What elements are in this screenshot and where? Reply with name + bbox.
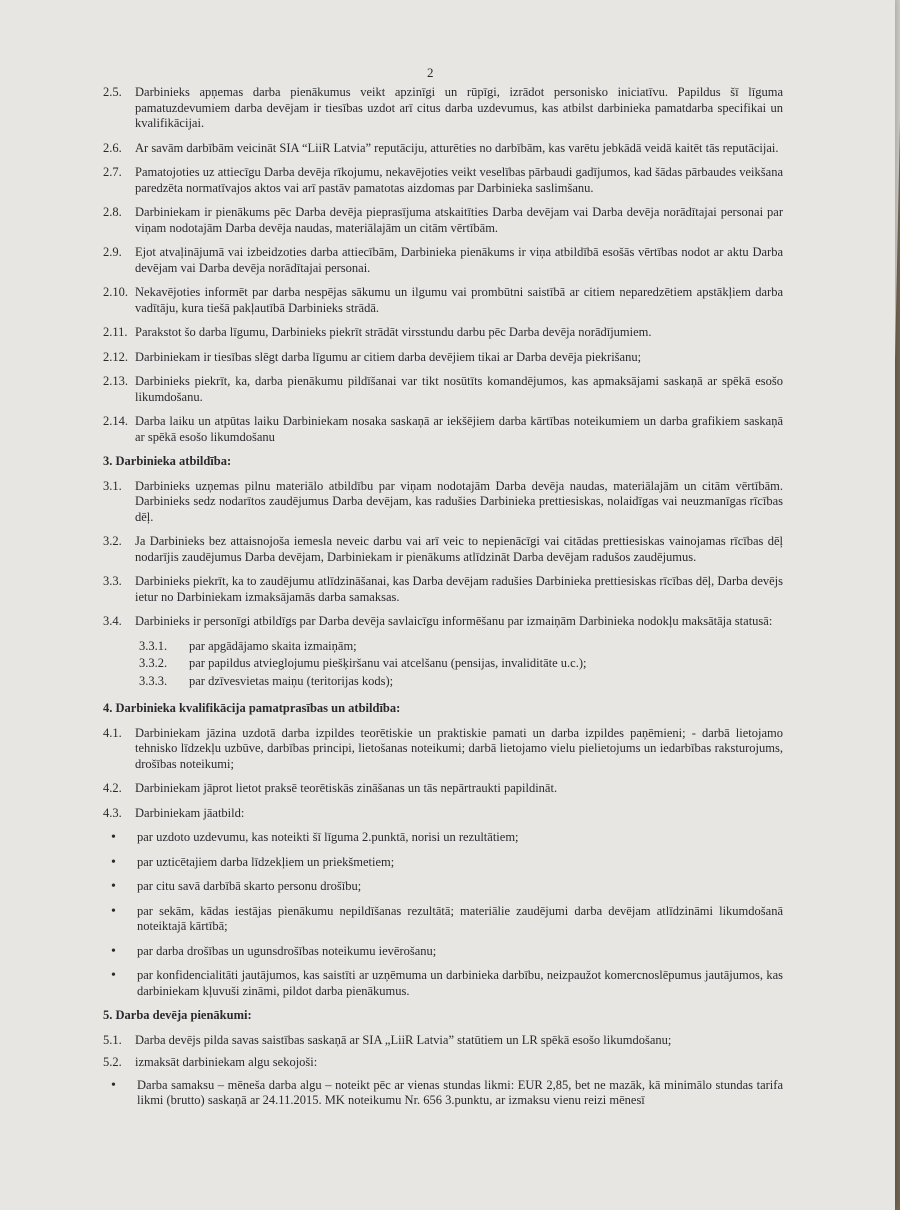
list-item <box>103 806 783 822</box>
list-item <box>103 1055 783 1071</box>
list-item <box>103 350 783 366</box>
page-number: 2 <box>427 65 434 80</box>
item-text: Darbinieks piekrīt, ka to zaudējumu atlīdzināšanai, kas Darba devējam radušies Darbinieka prettiesiskas rīcības dēļ, Darba devējs ietur no Darbiniekam izmaksājamās darba samaksas. <box>135 574 783 604</box>
list-item <box>111 968 783 999</box>
list-item <box>103 285 783 316</box>
item-text: Darbiniekam jāprot lietot praksē teorētiskās zināšanas un tās nepārtraukti papildināt. <box>135 781 558 795</box>
item-text: par darba drošības un ugunsdrošības noteikumu ievērošanu; <box>137 943 437 958</box>
item-text: par sekām, kādas iestājas pienākumu nepildīšanas rezultātā; materiālie zaudējumi darba devējam atlīdzināmi likumdošanā noteiktajā kārtībā; <box>137 903 783 933</box>
item-text: par dzīvesvietas maiņu (teritorijas kods); <box>189 673 394 688</box>
item-text: par konfidencialitāti jautājumos, kas saistīti ar uzņēmuma un darbinieka darbību, neizpaužot komercnoslēpumus jautājumos, kas darbiniekam kļuvuši zināmi, pildot darba pienākumus. <box>137 968 783 998</box>
section-2-list <box>103 85 783 445</box>
list-item <box>103 414 783 445</box>
item-text: Darba samaksu – mēneša darba algu – noteikt pēc ar vienas stundas likmi: EUR 2,85, bet ne mazāk, kā minimālo stundas tarifa likmi (brutto) saskaņā ar 24.11.2015. MK noteikumu Nr. 656 3.punktu, ar izmaksu vienu reizi mēnesī <box>137 1077 783 1107</box>
item-number: 2.7. <box>103 165 122 179</box>
item-number: 2.14. <box>103 414 128 428</box>
section-3-heading: 3. Darbinieka atbildība: <box>103 454 232 468</box>
item-text: Ejot atvaļinājumā vai izbeidzoties darba attiecībām, Darbinieka pienākums ir viņa atbildībā esošās vērtības nodot ar aktu Darba devējam vai Darba devēja norādītajai personai. <box>135 245 783 275</box>
item-number: 2.5. <box>103 85 122 99</box>
bullet-icon: • <box>111 903 116 919</box>
section-4-heading: 4. Darbinieka kvalifikācija pamatprasības un atbildība: <box>103 701 401 715</box>
bullet-icon: • <box>111 854 116 870</box>
list-item <box>103 534 783 565</box>
item-text: Parakstot šo darba līgumu, Darbinieks piekrīt strādāt virsstundu darbu pēc Darba devēja norādījumiem. <box>135 325 652 339</box>
item-text: Darbiniekam ir tiesības slēgt darba līgumu ar citiem darba devējiem tikai ar Darba devēja piekrišanu; <box>135 349 642 364</box>
document-body <box>103 85 783 1121</box>
item-number: 5.1. <box>103 1032 122 1047</box>
item-number: 4.1. <box>103 725 122 740</box>
section-5-list <box>103 1033 783 1071</box>
list-item <box>111 1078 783 1112</box>
item-number: 3.3.1. <box>139 638 168 653</box>
list-item <box>103 479 783 526</box>
bullet-icon: • <box>111 1077 116 1093</box>
section-3-sublist <box>103 639 783 690</box>
item-text: Darbiniekam jāzina uzdotā darba izpildes teorētiskie un praktiskie pamati un darba izpildes paņēmieni; - darbā lietojamo tehnisko līdzekļu uzbūve, darbības principi, lietošanas noteikumi; darbā lietojamo vielu pielietojums un iedarbības raksturojums, drošības noteikumi; <box>135 725 783 771</box>
section-4-list <box>103 726 783 822</box>
item-number: 3.3. <box>103 574 122 588</box>
item-number: 2.13. <box>103 374 128 388</box>
item-number: 4.2. <box>103 781 122 795</box>
item-number: 2.10. <box>103 285 128 299</box>
item-text: izmaksāt darbiniekam algu sekojoši: <box>135 1055 318 1069</box>
section-3-list <box>103 479 783 630</box>
list-item <box>103 614 783 630</box>
list-item <box>139 674 783 690</box>
item-text: Darbinieks apņemas darba pienākumus veikt apzinīgi un rūpīgi, izrādot personisko iniciatīvu. Papildus šī līguma pamatuzdevumiem darba devējam ir tiesības uzdot arī citus darba uzdevumus, kas atbilst darbinieka pamatdarba specifikai un kvalifikācijai. <box>135 85 783 130</box>
item-number: 5.2. <box>103 1055 122 1069</box>
item-text: Darba devējs pilda savas saistības saskaņā ar SIA „LiiR Latvia” statūtiem un LR spēkā esošo likumdošanu; <box>135 1032 672 1047</box>
item-text: Pamatojoties uz attiecīgu Darba devēja rīkojumu, nekavējoties veikt veselības pārbaudi gadījumos, kad šādas pārbaudes veikšana paredzēta normatīvajos aktos vai arī pastāv pamatotas aizdomas par Darbinieka saslimšanu. <box>135 165 783 195</box>
list-item <box>103 574 783 605</box>
item-number: 3.1. <box>103 478 122 493</box>
item-text: Darbiniekam jāatbild: <box>135 805 245 820</box>
item-number: 3.3.3. <box>139 673 168 688</box>
item-text: Ja Darbinieks bez attaisnojoša iemesla neveic darbu vai arī veic to nepienācīgi vai citādas prettiesiskas vainojamas rīcības dēļ nodarījis zaudējumus Darba devējam, Darbiniekam ir pienākums atlīdzināt Darba devējam radušos zaudējumus. <box>135 534 783 564</box>
list-item <box>111 879 783 895</box>
list-item <box>103 85 783 132</box>
item-number: 3.4. <box>103 614 122 628</box>
list-item <box>111 944 783 960</box>
item-number: 3.2. <box>103 534 122 548</box>
bullet-icon: • <box>111 879 116 894</box>
item-number: 3.3.2. <box>139 656 168 670</box>
list-item <box>111 855 783 871</box>
item-text: Darba laiku un atpūtas laiku Darbiniekam nosaka saskaņā ar iekšējiem darba kārtības noteikumiem un darba grafikiem saskaņā ar spēkā esošo likumdošanu <box>135 414 783 444</box>
item-number: 4.3. <box>103 805 122 820</box>
item-number: 2.6. <box>103 140 122 155</box>
section-5-heading: 5. Darba devēja pienākumi: <box>103 1008 252 1022</box>
list-item <box>139 639 783 655</box>
item-text: par papildus atvieglojumu piešķiršanu vai atcelšanu (pensijas, invaliditāte u.c.); <box>189 656 587 670</box>
list-item <box>103 726 783 773</box>
section-4-bullets <box>103 830 783 999</box>
list-item <box>103 141 783 157</box>
item-text: par uzdoto uzdevumu, kas noteikti šī līguma 2.punktā, norisi un rezultātiem; <box>137 830 519 844</box>
item-text: Darbinieks uzņemas pilnu materiālo atbildību par viņam nodotajām Darba devēja naudas, materiālajām un citām vērtībām. Darbinieks sedz nodarītos zaudējumus Darba devējam, kas radušies Darbinieka prettiesiskas, nolaidīgas vai neuzmanīgas rīcības dēļ. <box>135 478 783 524</box>
list-item <box>103 781 783 797</box>
bullet-icon: • <box>111 968 116 983</box>
item-number: 2.8. <box>103 205 122 219</box>
item-text: par apgādājamo skaita izmaiņām; <box>189 638 357 653</box>
list-item <box>103 374 783 405</box>
bullet-icon: • <box>111 830 116 845</box>
item-text: Nekavējoties informēt par darba nespējas sākumu un ilgumu vai prombūtni saistībā ar citiem neparedzētiem apstākļiem darba vadītāju, kura tiešā pakļautībā Darbinieks strādā. <box>135 285 783 315</box>
list-item <box>103 205 783 236</box>
list-item <box>103 1033 783 1049</box>
list-item <box>111 904 783 935</box>
item-text: par citu savā darbībā skarto personu drošību; <box>137 879 362 893</box>
list-item <box>103 165 783 196</box>
list-item <box>111 830 783 846</box>
list-item <box>103 325 783 341</box>
list-item <box>103 245 783 276</box>
item-number: 2.12. <box>103 349 128 364</box>
item-text: Darbinieks ir personīgi atbildīgs par Darba devēja savlaicīgu informēšanu par izmaiņām Darbinieka nodokļu maksātāja statusā: <box>135 614 773 628</box>
list-item <box>139 656 783 672</box>
item-text: Darbiniekam ir pienākums pēc Darba devēja pieprasījuma atskaitīties Darba devējam vai Darba devēja norādītajai personai par viņam nodotajām Darba devēja naudas, materiālajām un citām vērtībām. <box>135 205 783 235</box>
item-text: Ar savām darbībām veicināt SIA “LiiR Latvia” reputāciju, atturēties no darbībām, kas varētu jebkādā veidā kaitēt tās reputācijai. <box>135 140 779 155</box>
item-text: Darbinieks piekrīt, ka, darba pienākumu pildīšanai var tikt nosūtīts komandējumos, kas apmaksājami saskaņā ar spēkā esošo likumdošanu. <box>135 374 783 404</box>
item-number: 2.11. <box>103 325 128 339</box>
bullet-icon: • <box>111 943 116 959</box>
item-text: par uzticētajiem darba līdzekļiem un priekšmetiem; <box>137 854 395 869</box>
item-number: 2.9. <box>103 245 122 259</box>
